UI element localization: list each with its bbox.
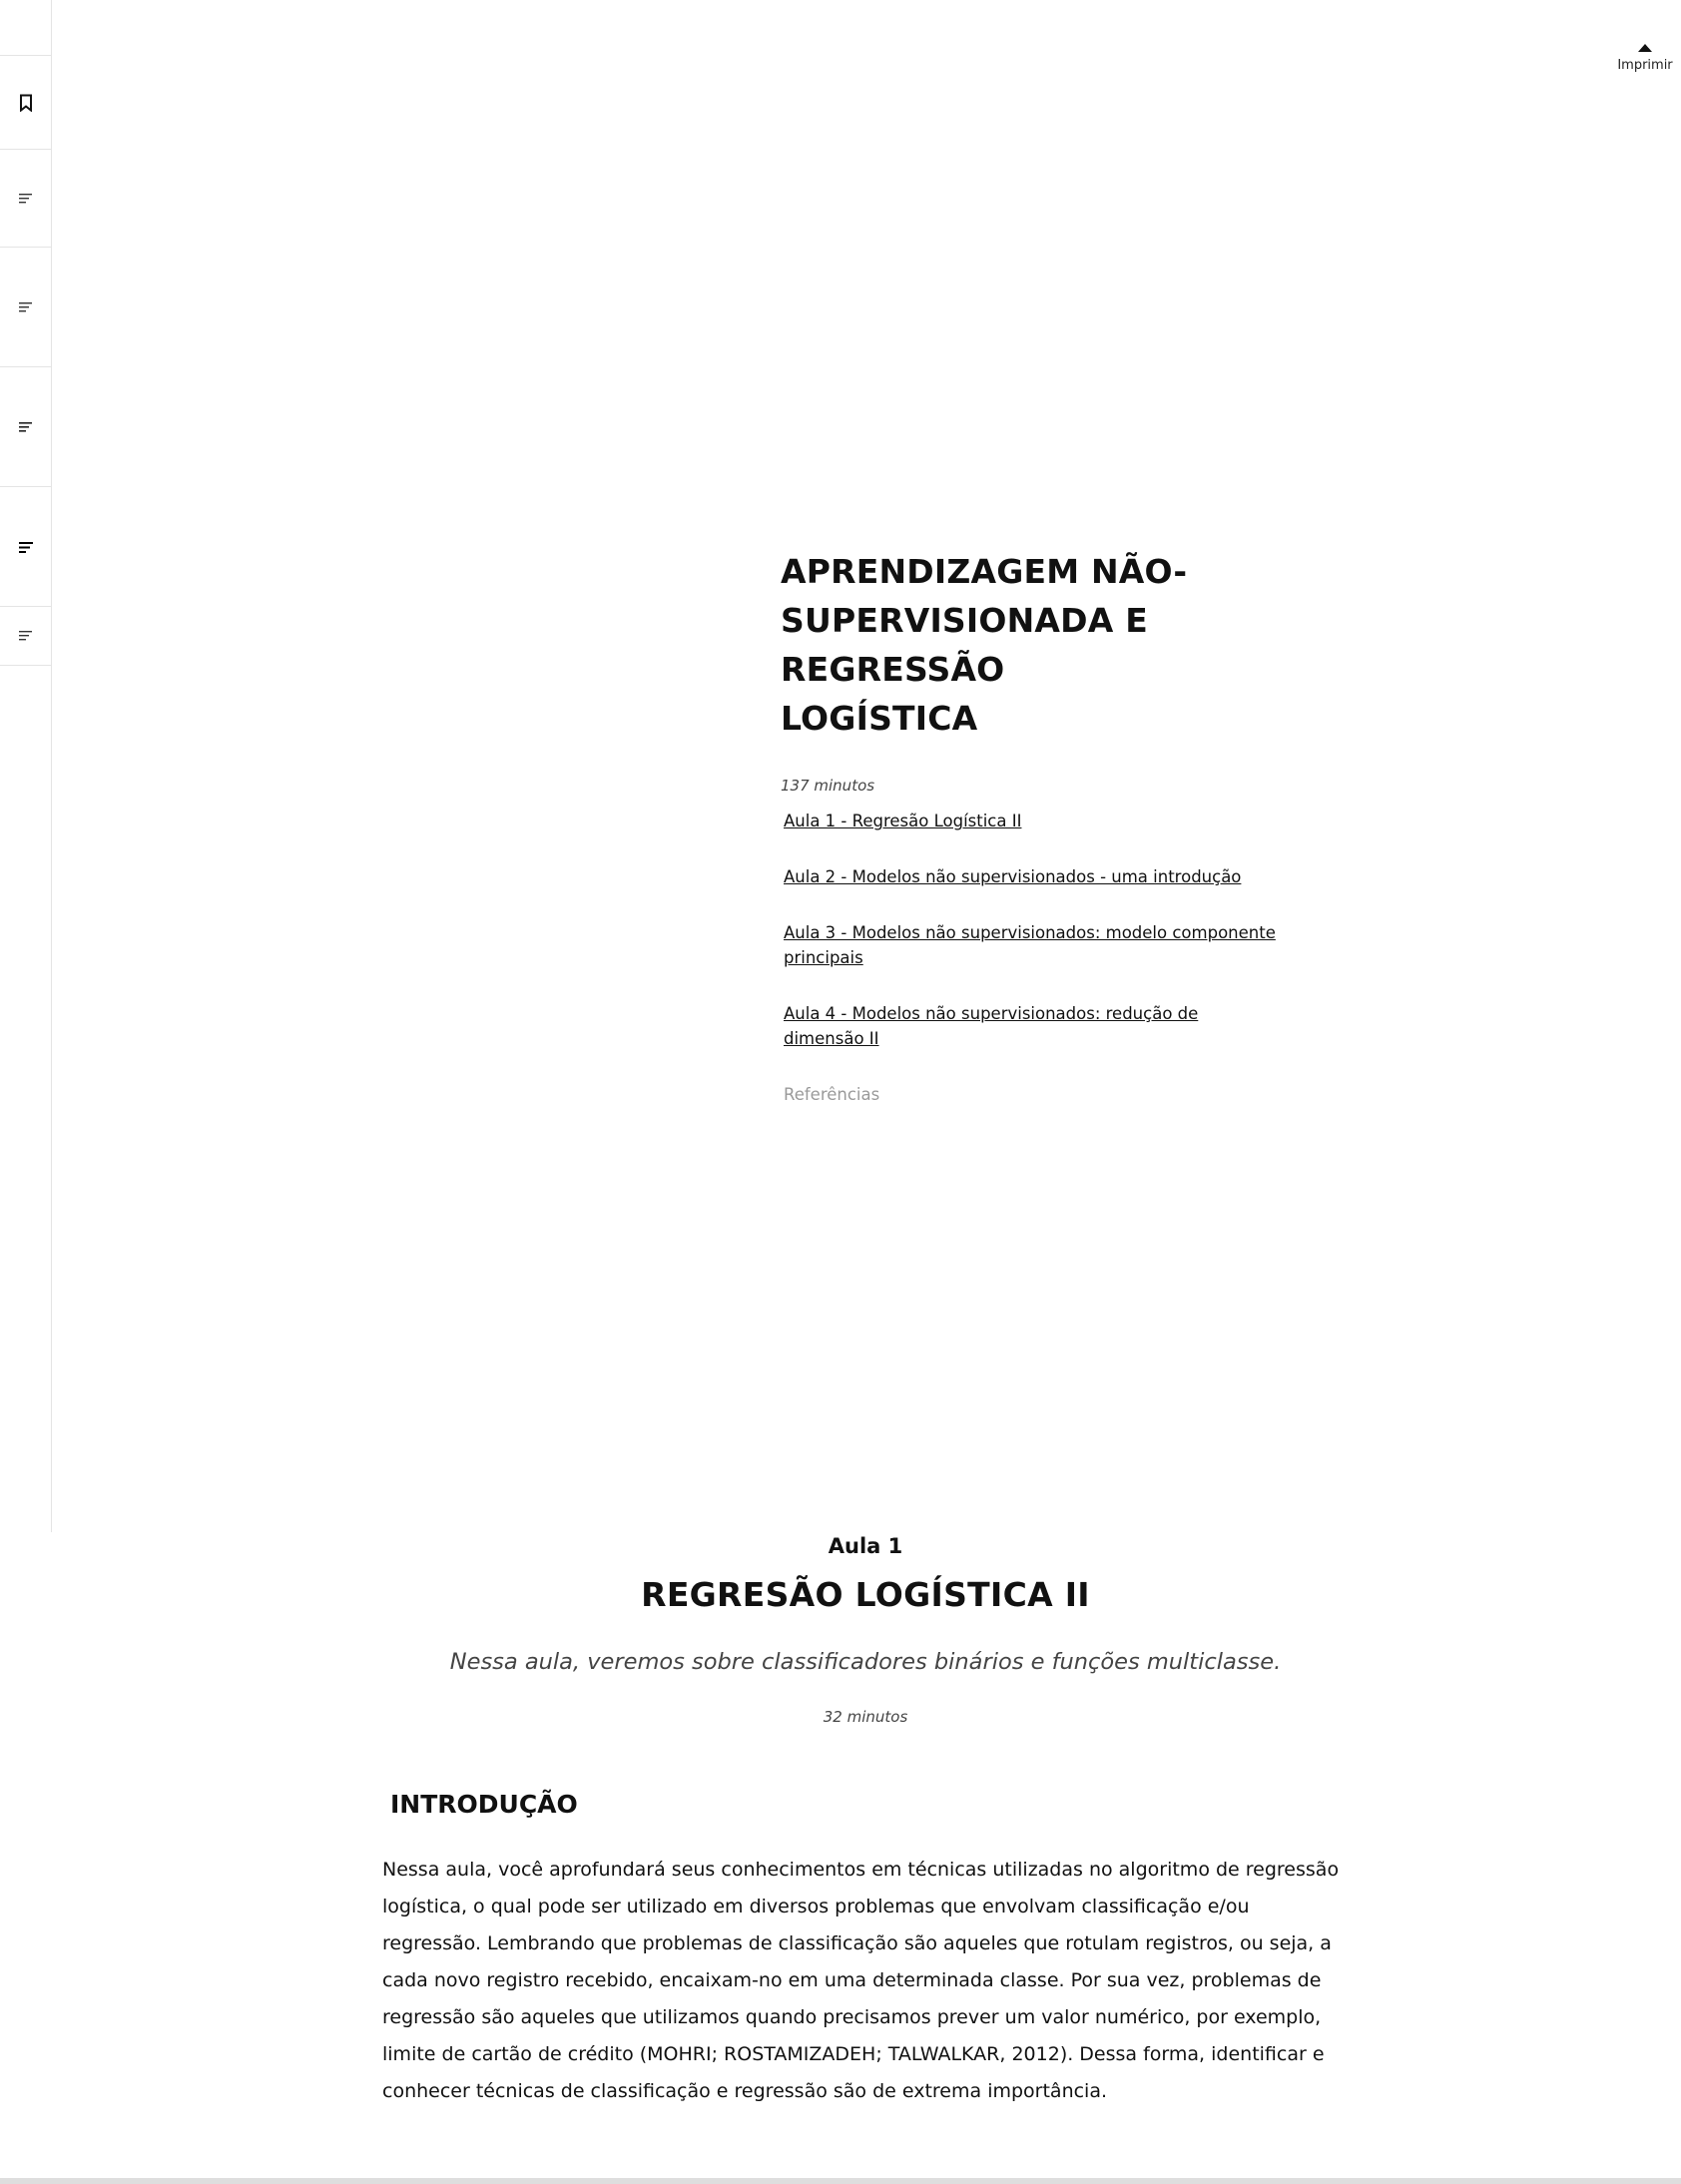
print-label: Imprimir xyxy=(1617,58,1673,73)
cover-title-line: LOGÍSTICA xyxy=(781,699,978,738)
section-list-icon xyxy=(19,631,32,641)
sidebar-item-section-4[interactable] xyxy=(0,486,51,607)
cover-duration: 137 minutos xyxy=(781,777,875,795)
toc-link-aula-2[interactable]: Aula 2 - Modelos não supervisionados - uma introdução xyxy=(784,867,1242,886)
toc-link-aula-1[interactable]: Aula 1 - Regresão Logística II xyxy=(784,812,1022,830)
intro-paragraph: Nessa aula, você aprofundará seus conhecimentos em técnicas utilizadas no algoritmo de regressão logística, o qual pode ser utilizado em diversos problemas que envolvam classificação e/ou regressão. Lembrando que problemas de classificação são aqueles que rotulam registros, ou seja, a cada novo registro recebido, encaixam-no em uma determinada classe. Por sua vez, problemas de regressão são aqueles que utilizamos quando precisamos prever um valor numérico, por exemplo, limite de cartão de crédito (MOHRI; ROSTAMIZADEH; TALWALKAR, 2012). Dessa forma, identificar e conhecer técnicas de classificação e regressão são de extrema importância. xyxy=(382,1859,1340,2102)
toc-item xyxy=(784,1082,1283,1107)
toc-link-aula-3[interactable]: Aula 3 - Modelos não supervisionados: modelo componente principais xyxy=(784,923,1276,967)
print-button[interactable] xyxy=(1609,44,1681,84)
toc-item xyxy=(784,864,1283,889)
lesson-title: REGRESÃO LOGÍSTICA II xyxy=(641,1575,1090,1614)
toc-item xyxy=(784,920,1283,970)
sidebar-item-section-2[interactable] xyxy=(0,247,51,367)
bookmark-icon xyxy=(19,94,33,112)
cover-section xyxy=(781,547,1340,1138)
section-list-icon xyxy=(19,194,32,204)
sidebar-item-bookmark[interactable] xyxy=(0,55,51,150)
toc-link-aula-4[interactable]: Aula 4 - Modelos não supervisionados: redução de dimensão II xyxy=(784,1004,1199,1048)
cover-title xyxy=(781,547,1340,743)
lesson-label: Aula 1 xyxy=(828,1534,903,1558)
toc-item xyxy=(784,809,1283,833)
toc-item xyxy=(784,1001,1283,1051)
sidebar-item-section-1[interactable] xyxy=(0,149,51,248)
section-heading: INTRODUÇÃO xyxy=(390,1790,578,1819)
toc-link-referencias[interactable]: Referências xyxy=(784,1085,880,1104)
sidebar xyxy=(0,0,52,1532)
section-list-icon xyxy=(19,302,32,312)
cover-title-line: APRENDIZAGEM NÃO- xyxy=(781,552,1188,591)
sidebar-item-section-5[interactable] xyxy=(0,606,51,666)
table-of-contents xyxy=(784,809,1340,1107)
sidebar-item-section-3[interactable] xyxy=(0,366,51,487)
section-list-icon xyxy=(19,422,32,432)
caret-up-icon xyxy=(1638,44,1652,52)
cover-title-line: SUPERVISIONADA E REGRESSÃO xyxy=(781,601,1148,689)
lesson-subtitle: Nessa aula, veremos sobre classificadores binários e funções multiclasse. xyxy=(449,1649,1282,1675)
section-list-icon xyxy=(19,542,33,553)
lesson-duration: 32 minutos xyxy=(823,1708,908,1726)
bottom-divider xyxy=(0,2178,1681,2184)
